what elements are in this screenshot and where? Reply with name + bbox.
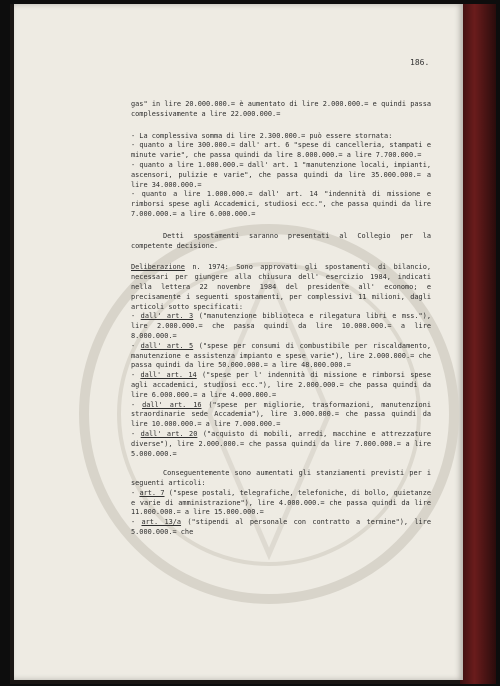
article-ref: art. 7	[139, 488, 165, 497]
paragraph: Detti spostamenti saranno presentati al Collegio per la competente decisione.	[131, 231, 431, 250]
book-cover-edge	[460, 4, 496, 684]
list-item: - dall' art. 3 ("manutenzione biblioteca e rilegatura libri e mss."), lire 2.000.000.= che passa quindi da lire 10.000.000.= a lire 8.000.000.=	[131, 312, 431, 340]
article-ref: dall' art. 14	[140, 371, 197, 380]
list-item: - art. 13/a ("stipendi al personale con contratto a termine"), lire 5.000.000.= che	[131, 518, 431, 537]
document-page	[14, 4, 463, 680]
paragraph-text: n. 1974: Sono approvati gli spostamenti di bilancio, necessari per giungere alla chiusura dell' esercizio 1984, indicati nella lettera 22 novembre 1984 del presidente all' economo; e precisamente i seguenti spostamenti, per complessivi 11 milioni, dagli articoli sotto specificati:	[131, 263, 431, 311]
paragraph: - quanto a lire 1.000.000.= dall' art. 14 "indennità di missione e rimborsi spese agli Accademici, studiosi ecc.", che passa quindi da lire 7.000.000.= a lire 6.000.000.=	[131, 190, 431, 218]
deliberation-paragraph	[131, 263, 431, 312]
deliberation-label: Deliberazione	[131, 263, 185, 272]
list-item: - dall' art. 14 ("spese per l' indennità di missione e rimborsi spese agli accademici, studiosi ecc."), lire 2.000.000.= che passa quindi da lire 6.000.000.= a lire 4.000.000.=	[131, 371, 431, 399]
page-number: 186.	[410, 58, 430, 67]
paragraph: - quanto a lire 1.000.000.= dall' art. 1 "manutenzione locali, impianti, ascensori, pulizie e varie", che passa quindi da lire 35.000.000.= a lire 34.000.000.=	[131, 160, 431, 189]
document-body	[131, 100, 431, 538]
list-item: - dall' art. 5 ("spese per consumi di combustibile per riscaldamento, manutenzione e assistenza impianto e spese varie"), lire 2.000.000.= che passa quindi da lire 50.000.000.= a lire 48.000.000.=	[131, 341, 431, 370]
article-ref: dall' art. 16	[142, 400, 202, 409]
paragraph: gas" in lire 20.000.000.= è aumentato di lire 2.000.000.= e quindi passa complessivamente a lire 22.000.000.=	[131, 100, 431, 118]
article-ref: art. 13/a	[141, 518, 182, 527]
article-ref: dall' art. 3	[140, 312, 194, 321]
list-item: - art. 7 ("spese postali, telegrafiche, telefoniche, di bollo, quietanze e varie di amministrazione"), lire 4.000.000.= che passa quindi da lire 11.000.000.= a lire 15.000.000.=	[131, 488, 431, 517]
list-item: - dall' art. 16 ("spese per migliorie, trasformazioni, manutenzioni straordinarie sede Accademia"), lire 3.000.000.= che passa quindi da lire 10.000.000.= a lire 7.000.000.=	[131, 400, 431, 429]
paragraph: - quanto a lire 300.000.= dall' art. 6 "spese di cancelleria, stampati e minute varie", che passa quindi da lire 8.000.000.= a lire 7.700.000.=	[131, 141, 431, 160]
paragraph: Conseguentemente sono aumentati gli stanziamenti previsti per i seguenti articoli:	[131, 469, 431, 488]
list-item: - dall' art. 20 ("acquisto di mobili, arredi, macchine e attrezzature diverse"), lire 2.000.000.= che passa quindi da lire 7.000.000.= a lire 5.000.000.=	[131, 429, 431, 458]
article-ref: dall' art. 20	[140, 429, 198, 438]
article-ref: dall' art. 5	[140, 341, 194, 350]
paragraph: - La complessiva somma di lire 2.300.000.= può essere stornata:	[131, 131, 393, 140]
